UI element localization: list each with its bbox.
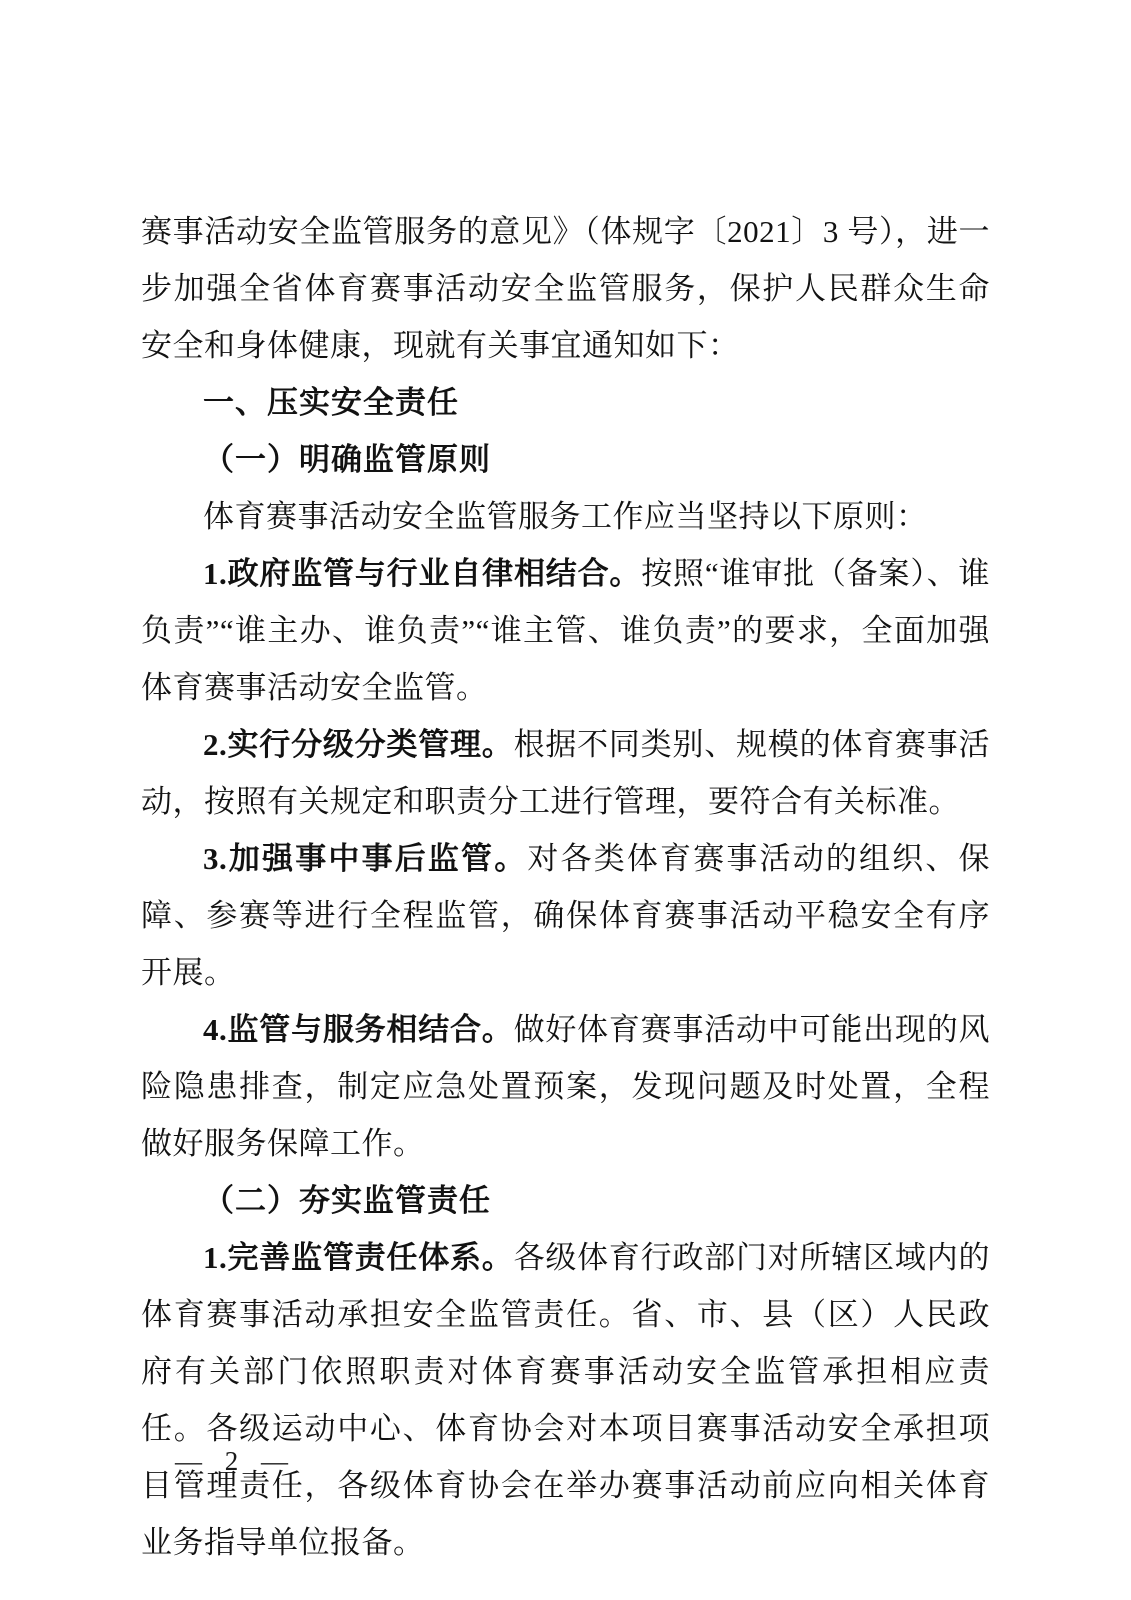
section-heading <box>141 374 990 431</box>
paragraph <box>141 716 990 830</box>
bold-text-segment: （二）夯实监管责任 <box>203 1183 491 1218</box>
paragraph <box>141 203 990 374</box>
bold-text-segment: 3.加强事中事后监管。 <box>203 841 528 876</box>
paragraph <box>141 1001 990 1172</box>
paragraph <box>141 830 990 1001</box>
text-segment: 按照“谁审批（备案）、谁负责”“谁主办、谁负责”“谁主管、谁负责”的要求，全面加强体育赛事活动安全监管。 <box>141 556 991 705</box>
section-heading <box>141 431 990 488</box>
bold-text-segment: （一）明确监管原则 <box>203 442 491 477</box>
document-body <box>141 203 990 1571</box>
bold-text-segment: 4.监管与服务相结合。 <box>203 1012 514 1047</box>
text-segment: 体育赛事活动安全监管服务工作应当坚持以下原则： <box>203 499 928 534</box>
paragraph <box>141 545 990 716</box>
section-heading <box>141 1172 990 1229</box>
page-number: — 2 — <box>175 1446 296 1476</box>
text-segment: 赛事活动安全监管服务的意见》（体规字〔2021〕3 号），进一步加强全省体育赛事活动安全监管服务，保护人民群众生命安全和身体健康，现就有关事宜通知如下： <box>141 214 990 363</box>
text-segment: 各级体育行政部门对所辖区域内的体育赛事活动承担安全监管责任。省、市、县（区）人民政府有关部门依照职责对体育赛事活动安全监管承担相应责任。各级运动中心、体育协会对本项目赛事活动安全承担项目管理责任，各级体育协会在举办赛事活动前应向相关体育业务指导单位报备。 <box>141 1240 990 1560</box>
bold-text-segment: 1.政府监管与行业自律相结合。 <box>203 556 642 591</box>
bold-text-segment: 2.实行分级分类管理。 <box>203 727 514 762</box>
bold-text-segment: 1.完善监管责任体系。 <box>203 1240 514 1275</box>
text-segment: 做好体育赛事活动中可能出现的风险隐患排查，制定应急处置预案，发现问题及时处置，全程做好服务保障工作。 <box>141 1012 990 1161</box>
text-segment: 根据不同类别、规模的体育赛事活动，按照有关规定和职责分工进行管理，要符合有关标准。 <box>141 727 990 819</box>
paragraph <box>141 488 990 545</box>
bold-text-segment: 一、压实安全责任 <box>203 385 459 420</box>
paragraph <box>141 1229 990 1571</box>
text-segment: 对各类体育赛事活动的组织、保障、参赛等进行全程监管，确保体育赛事活动平稳安全有序开展。 <box>141 841 991 990</box>
